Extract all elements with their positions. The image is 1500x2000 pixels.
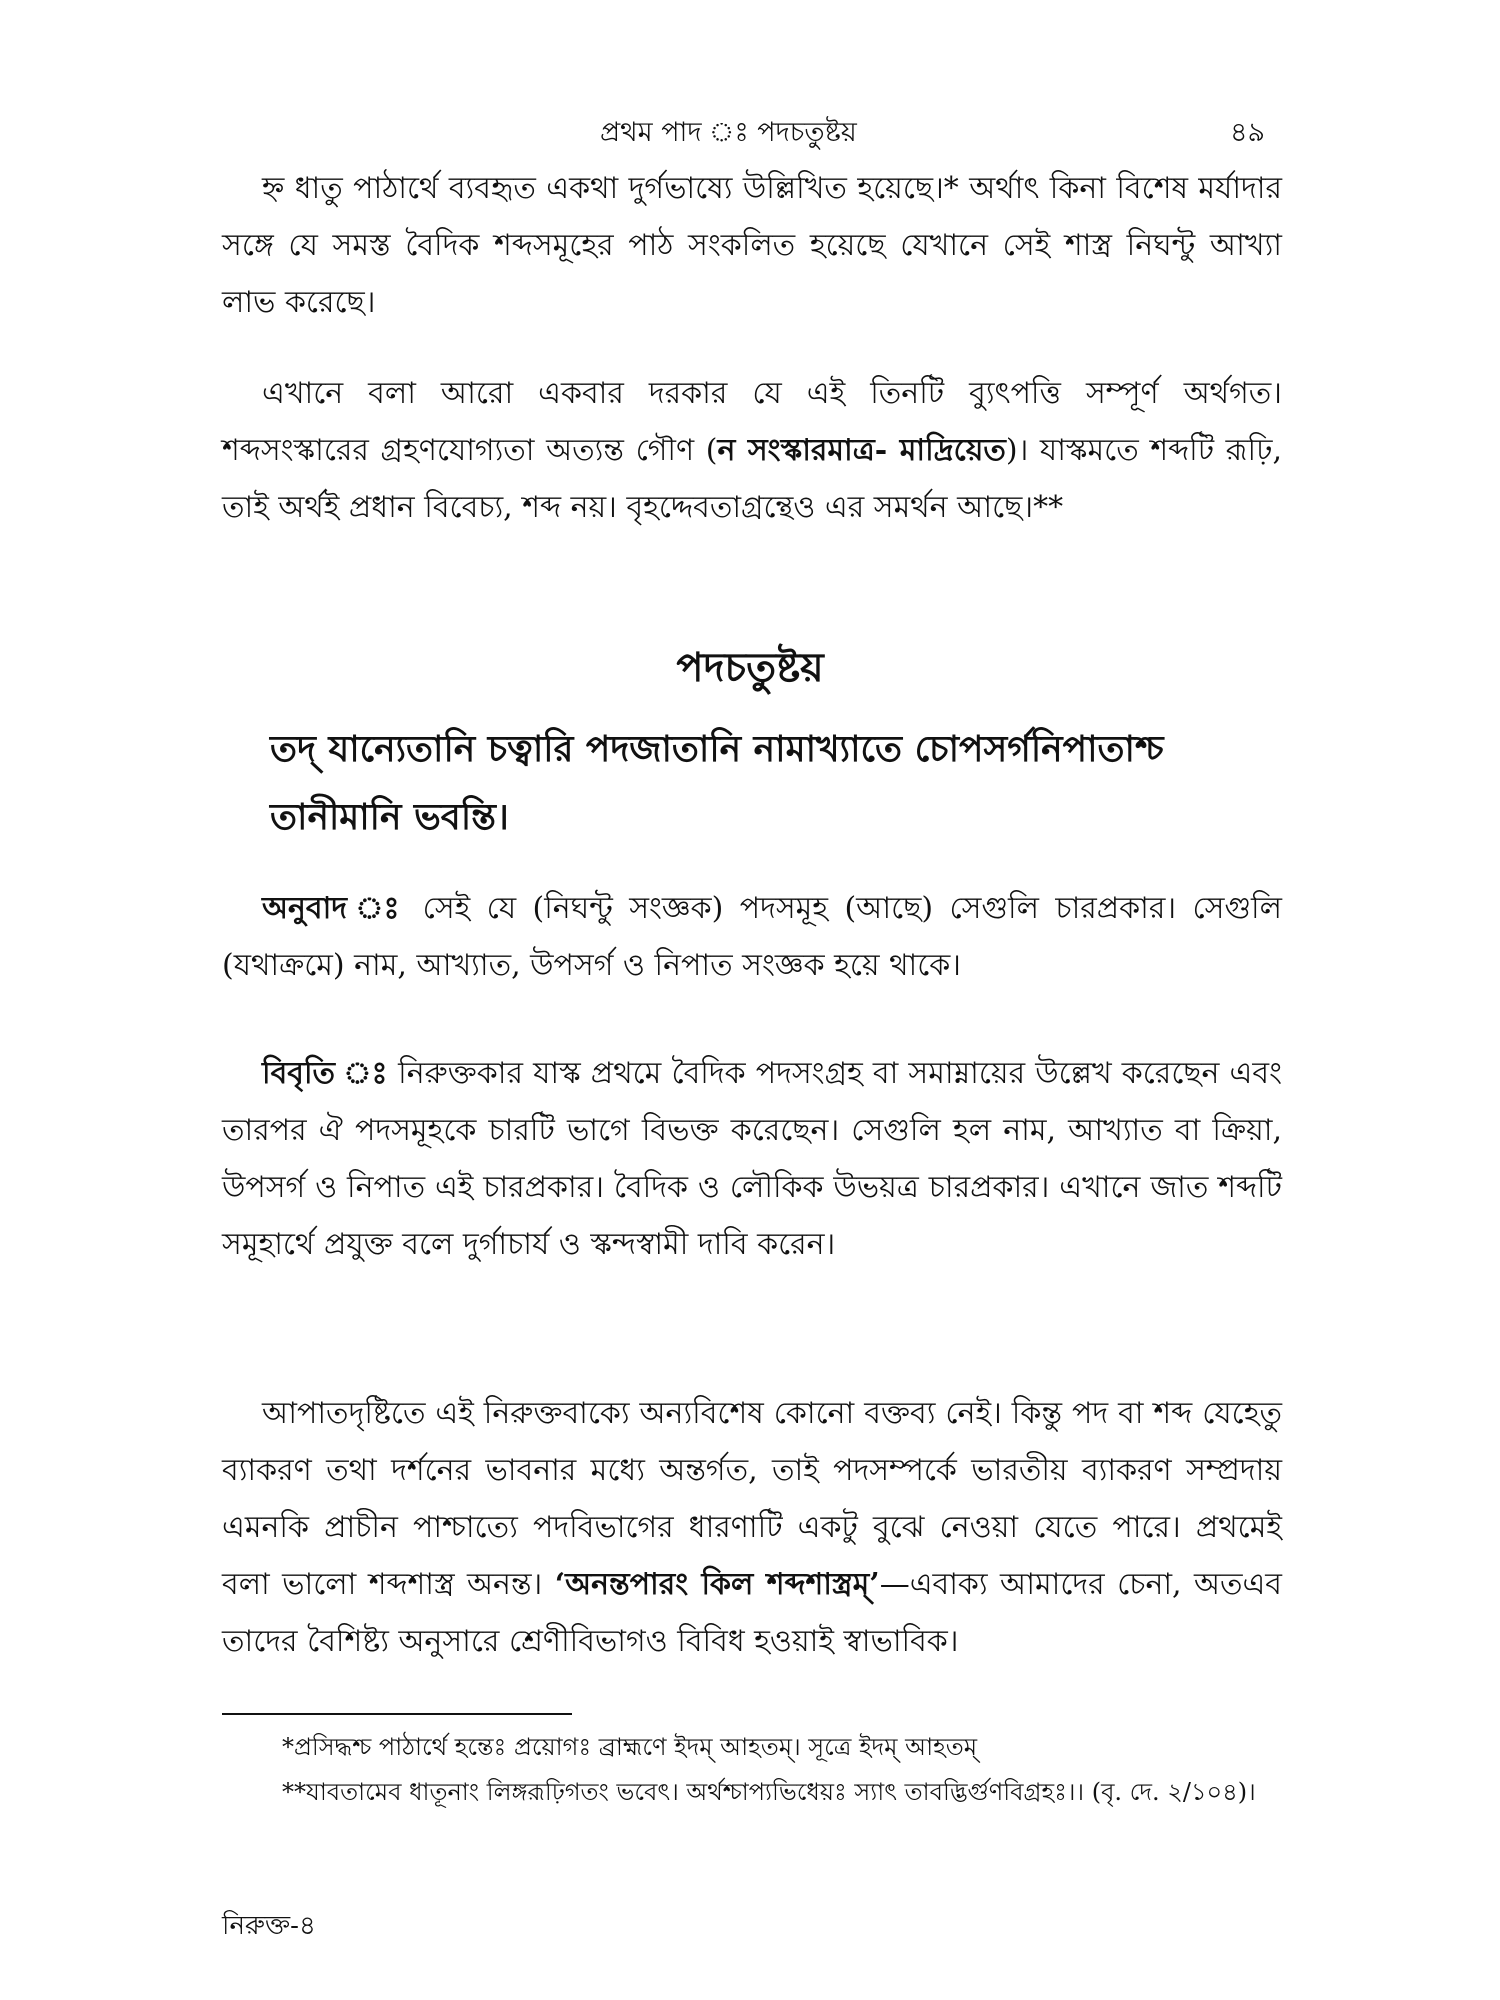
paragraph-5-text-b: —এবাক্য আমাদের চেনা, অতএব তাদের বৈশিষ্ট্য অনুসারে শ্রেণীবিভাগও বিবিধ হওয়াই স্বাভাবিক।: [222, 1567, 1282, 1659]
paragraph-2-quote: ন সংস্কারমাত্র- মাদ্রিয়েত: [717, 433, 1006, 468]
footnote-divider: [222, 1713, 572, 1715]
footnote-1: *প্রসিদ্ধশ্চ পাঠার্থে হন্তেঃ প্রয়োগঃ ব্রাহ্মণে ইদম্ আহতম্। সূত্রে ইদম্ আহতম্‌: [282, 1733, 978, 1761]
paragraph-2: [222, 365, 1282, 536]
footnote-2: **যাবতামেব ধাতূনাং লিঙ্গরূঢ়িগতং ভবেৎ। অর্থশ্চাপ্যভিধেয়ঃ স্যাৎ তাবদ্ভির্গুণবিগ্রহঃ।। (বৃ. দে. ২/১০৪)।: [282, 1778, 1256, 1806]
signature-mark: নিরুক্ত-৪: [222, 1911, 316, 1941]
running-header-title: প্রথম পাদ ঃ পদচতুষ্টয়: [600, 117, 857, 148]
paragraph-1: হ্ন ধাতু পাঠার্থে ব্যবহৃত একথা দুর্গভাষ্যে উল্লিখিত হয়েছে।* অর্থাৎ কিনা বিশেষ মর্যাদার সঙ্গে যে সমস্ত বৈদিক শব্দসমূহের পাঠ সংকলিত হয়েছে যেখানে সেই শাস্ত্র নিঘন্টু আখ্যা লাভ করেছে।: [222, 171, 1282, 320]
page-number: ৪৯: [1230, 117, 1266, 148]
commentary-label: বিবৃতি ঃ: [262, 1056, 389, 1091]
paragraph-5-quote: ‘অনন্তপারং কিল শব্দশাস্ত্রম্’: [554, 1567, 880, 1602]
section-heading: পদচতুষ্টয়: [676, 644, 824, 691]
paragraph-5: [222, 1385, 1282, 1670]
translation-label: অনুবাদ ঃ: [262, 891, 407, 926]
translation-text: সেই যে (নিঘন্টু সংজ্ঞক) পদসমূহ (আছে) সেগুলি চারপ্রকার। সেগুলি (যথাক্রমে) নাম, আখ্যাত, উপসর্গ ও নিপাত সংজ্ঞক হয়ে থাকে।: [222, 891, 1282, 983]
commentary-text: নিরুক্তকার যাস্ক প্রথমে বৈদিক পদসংগ্রহ বা সমাম্নায়ের উল্লেখ করেছেন এবং তারপর ঐ পদসমূহকে চারটি ভাগে বিভক্ত করেছেন। সেগুলি হল নাম, আখ্যাত বা ক্রিয়া, উপসর্গ ও নিপাত এই চারপ্রকার। বৈদিক ও লৌকিক উভয়ত্র চারপ্রকার। এখানে জাত শব্দটি সমূহার্থে প্রযুক্ত বলে দুর্গাচার্য ও স্কন্দস্বামী দাবি করেন।: [222, 1056, 1282, 1262]
paragraph-5-text-a: আপাতদৃষ্টিতে এই নিরুক্তবাক্যে অন্যবিশেষ কোনো বক্তব্য নেই। কিন্তু পদ বা শব্দ যেহেতু ব্যাকরণ তথা দর্শনের ভাবনার মধ্যে অন্তর্গত, তাই পদসম্পর্কে ভারতীয় ব্যাকরণ সম্প্রদায় এমনকি প্রাচীন পাশ্চাত্যে পদবিভাগের ধারণাটি একটু বুঝে নেওয়া যেতে পারে। প্রথমেই বলা ভালো শব্দশাস্ত্র অনন্ত।: [222, 1396, 1282, 1602]
sanskrit-verse: তদ্ যান্যেতানি চত্বারি পদজাতানি নামাখ্যাতে চোপসর্গনিপাতাশ্চ তানীমানি ভবন্তি।: [270, 728, 1164, 838]
paragraph-2-text-b: )। যাস্কমতে শব্দটি রূঢ়ি, তাই অর্থই প্রধান বিবেচ্য, শব্দ নয়। বৃহদ্দেবতাগ্রন্থেও এর সমর্থন আছে।**: [222, 433, 1282, 525]
commentary-paragraph: [222, 1045, 1282, 1273]
translation-paragraph: [222, 880, 1282, 994]
paragraph-2-text-a: এখানে বলা আরো একবার দরকার যে এই তিনটি ব্যুৎপত্তি সম্পূর্ণ অর্থগত। শব্দসংস্কারের গ্রহণযোগ্যতা অত্যন্ত গৌণ (: [222, 376, 1282, 468]
